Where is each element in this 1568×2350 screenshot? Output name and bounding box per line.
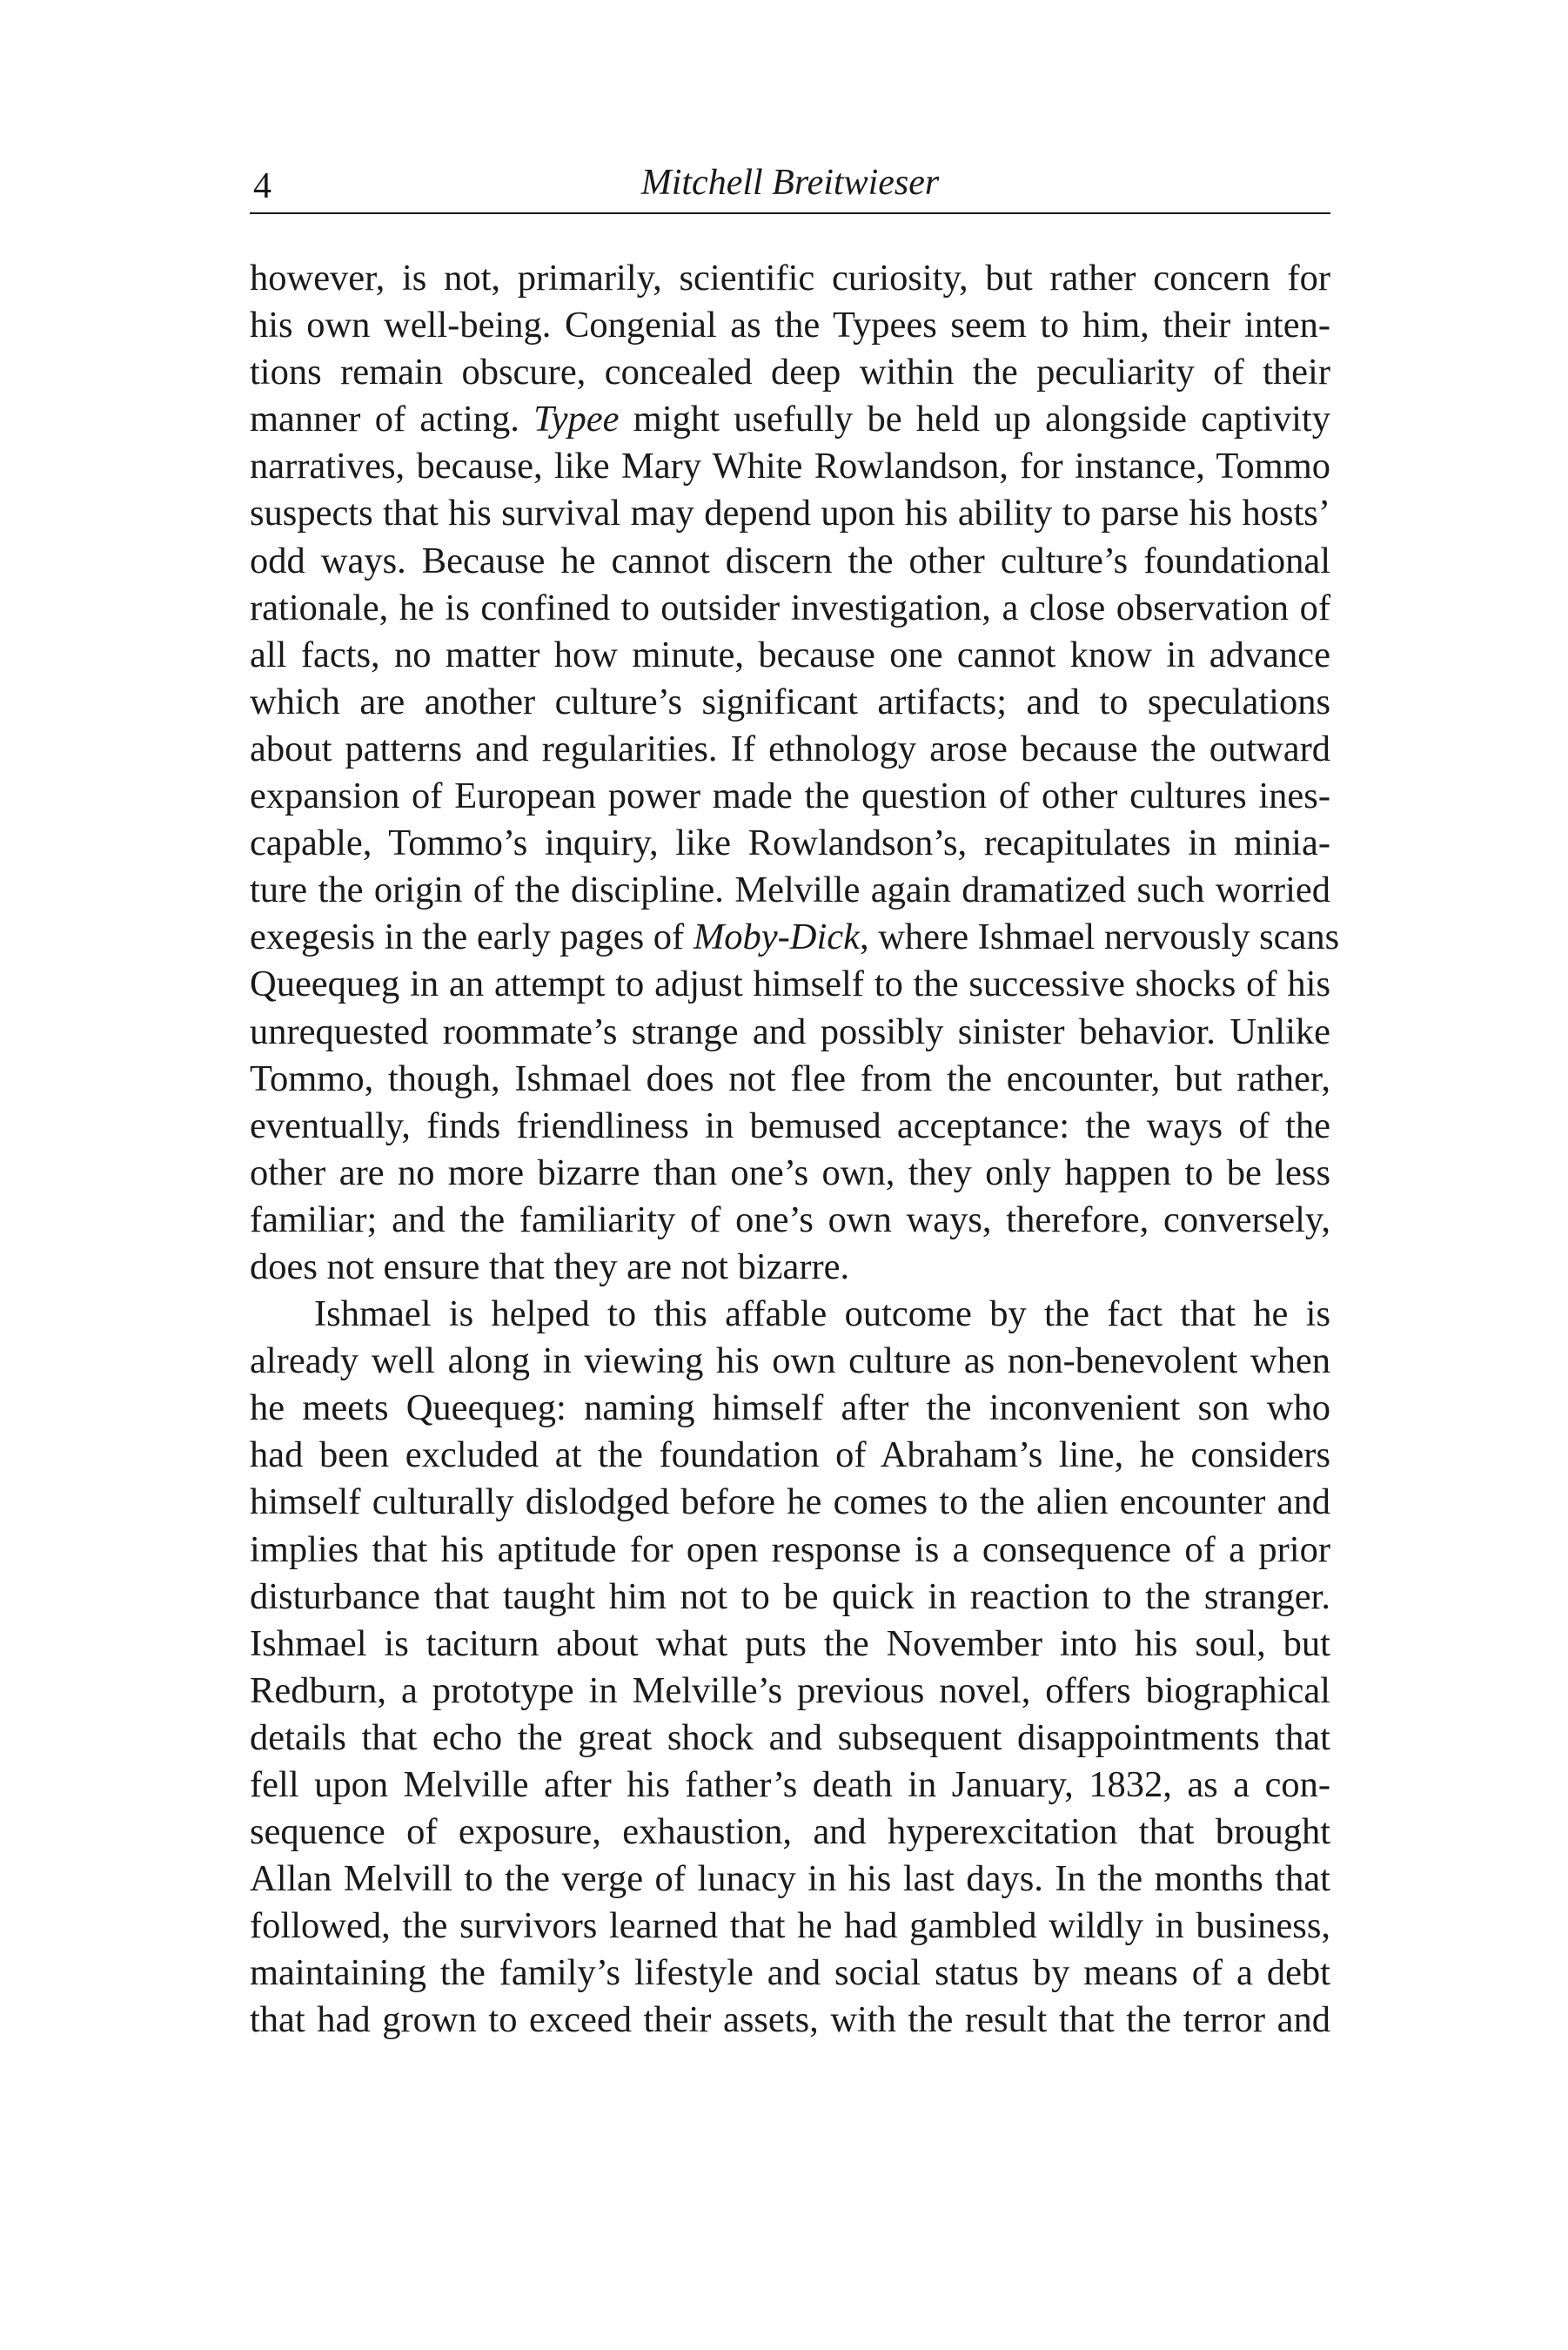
text-line: fell upon Melville after his father’s death in January, 1832, as a con-: [250, 1764, 1330, 1805]
text-line: which are another culture’s significant artifacts; and to speculations: [250, 681, 1330, 722]
text-line: his own well-being. Congenial as the Typees seem to him, their inten-: [250, 305, 1330, 346]
text-line: details that echo the great shock and subsequent disappointments that: [250, 1716, 1330, 1758]
text-line: Redburn, a prototype in Melville’s previous novel, offers biographical: [250, 1669, 1330, 1711]
page-header: [250, 155, 1330, 214]
text-line: implies that his aptitude for open response is a consequence of a prior: [250, 1528, 1330, 1570]
text-line: followed, the survivors learned that he had gambled wildly in business,: [250, 1905, 1330, 1947]
body-text: [250, 255, 1340, 2044]
text-line: ture the origin of the discipline. Melville again dramatized such worried: [250, 870, 1330, 911]
text-line: himself culturally dislodged before he comes to the alien encounter and: [250, 1481, 1330, 1523]
text-line: maintaining the family’s lifestyle and social status by means of a debt: [250, 1952, 1330, 1994]
text-line: had been excluded at the foundation of Abraham’s line, he considers: [250, 1434, 1330, 1476]
text-line: manner of acting. Typee might usefully be held up alongside captivity: [250, 399, 1330, 440]
text-line: other are no more bizarre than one’s own, they only happen to be less: [250, 1152, 1330, 1193]
text-line: sequence of exposure, exhaustion, and hyperexcitation that brought: [250, 1811, 1330, 1853]
text-line: familiar; and the familiarity of one’s own ways, therefore, conversely,: [250, 1198, 1330, 1240]
text-line: eventually, finds friendliness in bemused acceptance: the ways of the: [250, 1104, 1330, 1146]
text-line: Tommo, though, Ishmael does not flee from the encounter, but rather,: [250, 1058, 1330, 1099]
paragraph-2: [250, 1291, 1330, 2044]
text-line: suspects that his survival may depend upon his ability to parse his hosts’: [250, 493, 1330, 534]
text-line: Allan Melvill to the verge of lunacy in his last days. In the months that: [250, 1858, 1330, 1900]
running-head: Mitchell Breitwieser: [640, 163, 940, 203]
text-line: disturbance that taught him not to be quick in reaction to the stranger.: [250, 1575, 1330, 1617]
italic-title: Typee: [533, 399, 620, 440]
paragraph-1: [250, 255, 1340, 1291]
text-line: capable, Tommo’s inquiry, like Rowlandson’s, recapitulates in minia-: [250, 822, 1330, 864]
text-line: rationale, he is confined to outsider investigation, a close observation of: [250, 587, 1330, 628]
text-line: all facts, no matter how minute, because one cannot know in advance: [250, 634, 1330, 675]
text-line: however, is not, primarily, scientific curiosity, but rather concern for: [250, 258, 1330, 299]
text-line: Ishmael is taciturn about what puts the November into his soul, but: [250, 1622, 1330, 1664]
text-line: tions remain obscure, concealed deep within the peculiarity of their: [250, 352, 1330, 393]
text-line: that had grown to exceed their assets, with the result that the terror and: [250, 1999, 1330, 2041]
text-line: narratives, because, like Mary White Rowlandson, for instance, Tommo: [250, 446, 1330, 487]
text-line: already well along in viewing his own culture as non-benevolent when: [250, 1340, 1330, 1382]
italic-title: Moby-Dick: [693, 916, 860, 958]
text-line: does not ensure that they are not bizarre.: [250, 1246, 850, 1287]
text-line: about patterns and regularities. If ethnology arose because the outward: [250, 728, 1330, 769]
text-line: expansion of European power made the question of other cultures ines-: [250, 776, 1330, 817]
text-line: unrequested roommate’s strange and possibly sinister behavior. Unlike: [250, 1010, 1330, 1052]
text-line: Ishmael is helped to this affable outcome by the fact that he is: [314, 1293, 1330, 1335]
text-line: exegesis in the early pages of Moby-Dick, where Ishmael nervously scans: [250, 916, 1340, 958]
text-line: Queequeg in an attempt to adjust himself to the successive shocks of his: [250, 964, 1330, 1005]
text-line: he meets Queequeg: naming himself after the inconvenient son who: [250, 1387, 1330, 1429]
text-line: odd ways. Because he cannot discern the other culture’s foundational: [250, 540, 1330, 581]
page-number: 4: [253, 166, 271, 206]
